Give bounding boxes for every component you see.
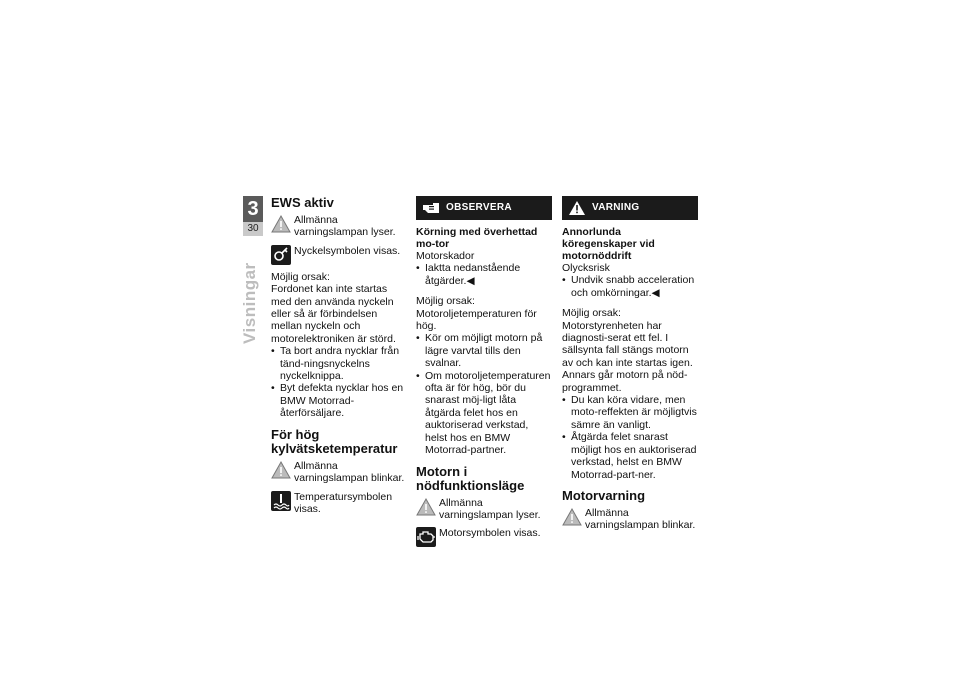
column-2 — [416, 196, 552, 553]
warning-triangle-icon — [271, 460, 291, 480]
temp-warning-text: Allmänna varningslampan blinkar. — [294, 459, 405, 485]
engine-symbol-row — [416, 527, 552, 547]
list-item: • Iaktta nedanstående åtgärder.◀ — [416, 262, 521, 287]
ews-warning-row — [271, 214, 407, 239]
emergency-warning-text: Allmänna varningslampan lyser. — [439, 496, 541, 521]
motor-warning-text: Allmänna varningslampan blinkar. — [585, 506, 696, 532]
list-item: • Byt defekta nycklar hos en BMW Motorrad-återförsäljare. — [271, 382, 404, 420]
risk-text: Olycksrisk — [562, 262, 610, 274]
cause-label: Möjlig orsak: — [416, 295, 475, 308]
risk-text: Motorskador — [416, 250, 475, 262]
hand-icon — [422, 200, 440, 216]
cause-text: Motoroljetemperaturen för hög. — [416, 307, 537, 333]
motor-warning-row — [562, 507, 698, 532]
list-item: • Kör om möjligt motorn på lägre varvtal tills den svalnar. — [416, 332, 543, 370]
key-icon — [271, 245, 291, 265]
list-item: • Om motoroljetemperaturen ofta är för hög, bör du snarast möj-ligt låta åtgärda felet hos en auktoriserad verkstad, helst hos en BMW Motorrad-partner. — [416, 369, 551, 457]
warning-triangle-icon — [562, 507, 582, 527]
engine-icon — [416, 527, 436, 547]
cause-text: Motorstyrenheten har diagnosti-serat ett fel. I sällsynta fall stängs motorn av och kan inte startas igen. Annars går motorn på nöd-programmet. — [562, 319, 693, 394]
list-item: • Ta bort andra nycklar från tänd-ningsnyckelns nyckelknippa. — [271, 345, 400, 383]
emergency-mode-title: Motorn i nödfunktionsläge — [416, 463, 525, 493]
warning-banner — [562, 196, 698, 220]
page-marker — [243, 196, 263, 236]
list-item: • Du kan köra vidare, men moto-reffekten är möjligtvis sämre än vanligt. — [562, 394, 697, 431]
thermometer-icon — [271, 491, 291, 511]
temp-symbol-row — [271, 491, 407, 516]
page-number: 30 — [243, 222, 263, 236]
warning-label: VARNING — [592, 201, 640, 213]
ews-warning-text: Allmänna varningslampan lyser. — [294, 214, 396, 239]
warning-triangle-icon — [416, 497, 436, 517]
cause-text: Fordonet kan inte startas med den använda nyckeln eller så är förbindelsen mellan nyckeln och motorelektroniken är störd. — [271, 283, 396, 345]
overheat-subtitle: Körning med överhettad mo-tor — [416, 226, 538, 250]
notice-banner — [416, 196, 552, 220]
cause-label: Möjlig orsak: — [562, 307, 621, 320]
motor-warning-title: Motorvarning — [562, 487, 646, 503]
ews-key-text: Nyckelsymbolen visas. — [294, 244, 401, 257]
cause-label: Möjlig orsak: — [271, 270, 330, 283]
engine-symbol-text: Motorsymbolen visas. — [439, 527, 541, 540]
handling-subtitle: Annorlunda köregenskaper vid motornöddrift — [562, 226, 655, 262]
coolant-temp-title: För hög kylvätsketemperatur — [271, 426, 398, 456]
chapter-side-label: Visningar — [240, 262, 259, 344]
list-item: • Åtgärda felet snarast möjligt hos en auktoriserad verkstad, helst en BMW Motorrad-part-ner. — [562, 431, 697, 481]
notice-label: OBSERVERA — [446, 201, 512, 213]
temp-warning-row — [271, 460, 407, 485]
ews-key-row — [271, 245, 407, 265]
warning-triangle-icon — [271, 214, 291, 234]
column-3 — [562, 196, 698, 538]
warning-triangle-icon — [568, 200, 586, 216]
ews-title: EWS aktiv — [271, 195, 334, 210]
column-1 — [271, 196, 407, 521]
chapter-number: 3 — [243, 196, 263, 222]
list-item: • Undvik snabb acceleration och omkörningar.◀ — [562, 274, 695, 299]
emergency-warning-row — [416, 497, 552, 522]
temp-symbol-text: Temperatursymbolen visas. — [294, 490, 393, 515]
